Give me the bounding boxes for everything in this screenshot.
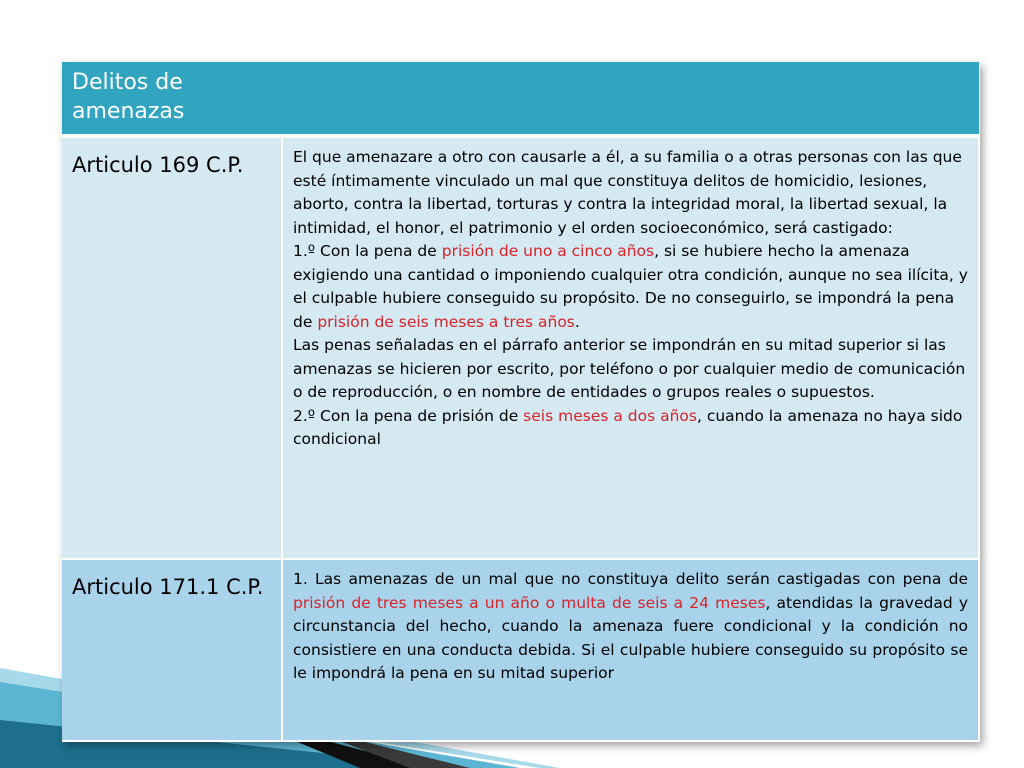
text-run: 1. Las amenazas de un mal que no constituya delito serán castigadas con pena de	[293, 570, 968, 588]
highlighted-penalty: seis meses a dos años	[523, 406, 697, 425]
text-run: El que amenazare a otro con causarle a él, a su familia o a otras personas con las que esté íntimamente vinculado un mal que constituya delitos de homicidio, lesiones, aborto, contra la libertad, torturas y contra la integridad moral, la libertad sexual, la intimidad, el honor, el patrimonio y el orden socioeconómico, será castigado:	[293, 148, 962, 237]
article-label-cell	[62, 559, 282, 741]
table-row	[62, 559, 979, 741]
article-paragraph	[293, 405, 968, 452]
table-row	[62, 136, 979, 559]
text-run: Las penas señaladas en el párrafo anterior se impondrán en su mitad superior si las amenazas se hicieren por escrito, por teléfono o por cualquier medio de comunicación o de reproducción, o en nombre de entidades o grupos reales o supuestos.	[293, 336, 966, 401]
article-text	[283, 138, 978, 452]
article-label: Articulo 169 C.P.	[72, 153, 244, 177]
text-run: .	[574, 312, 580, 331]
article-text	[283, 560, 978, 686]
text-run: 2.º Con la pena de prisión de	[293, 406, 524, 425]
highlighted-penalty: prisión de tres meses a un año o multa de seis a 24 meses	[293, 593, 766, 612]
article-text-cell	[282, 559, 979, 741]
table	[62, 62, 980, 742]
legal-articles-table	[62, 62, 980, 742]
highlighted-penalty: prisión de uno a cinco años	[441, 242, 655, 260]
text-run: , atendidas la gravedad y circunstancia del hecho, cuando la amenaza fuere condicional y la condición no consistiere en una conducta debida. Si el culpable hubiere conseguido su propósito se le impondrá la pena en su mitad superior	[293, 593, 969, 682]
header-cell-title	[62, 62, 282, 136]
article-label: Articulo 171.1 C.P.	[72, 575, 264, 599]
article-label-cell	[62, 136, 282, 559]
article-paragraph	[293, 568, 968, 686]
article-text-cell	[282, 136, 979, 559]
header-row	[62, 62, 979, 136]
text-run: , si se hubiere hecho la amenaza exigiendo una cantidad o imponiendo cualquier otra condición, aunque no sea ilícita, y el culpable hubiere conseguido su propósito. De no conseguirlo, se impondrá la pena de	[293, 242, 968, 331]
header-cell-empty	[282, 62, 979, 136]
article-paragraph	[293, 146, 968, 240]
highlighted-penalty: prisión de seis meses a tres años	[317, 312, 575, 331]
article-paragraph	[293, 240, 968, 334]
article-paragraph	[293, 334, 968, 405]
table-title: Delitos de amenazas	[72, 70, 185, 124]
text-run: , cuando la amenaza no haya sido condicional	[293, 406, 963, 448]
text-run: 1.º Con la pena de	[293, 242, 442, 260]
